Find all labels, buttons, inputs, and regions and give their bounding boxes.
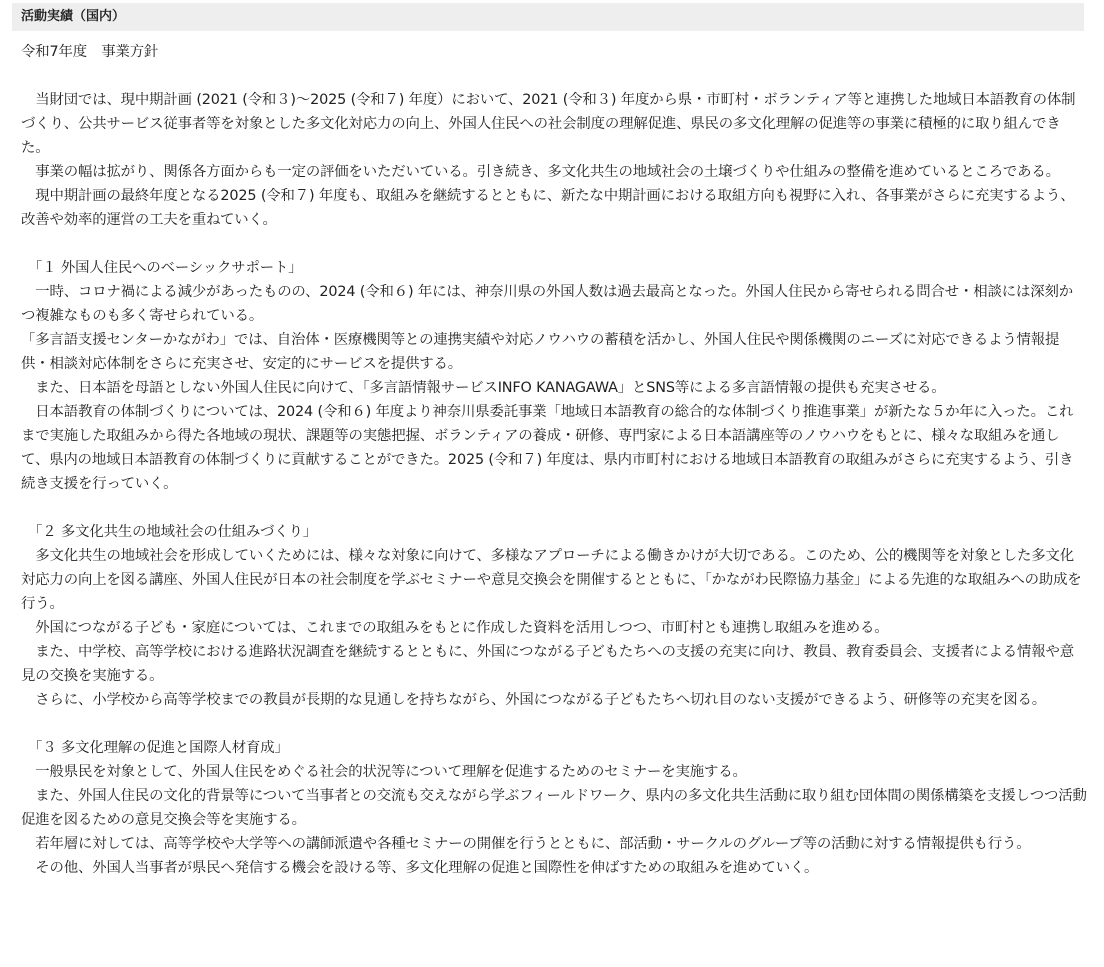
spacer <box>21 64 1087 88</box>
section-paragraph: 日本語教育の体制づくりについては、2024 (令和６) 年度より神奈川県委託事業「地域日本語教育の総合的な体制づくり推進事業」が新たな５か年に入った。これまで実施した取組みから得た各地域の現状、課題等の実態把握、ボランティアの養成・研修、専門家による日本語講座等のノウハウをもとに、様々な取組みを通して、県内の地域日本語教育の体制づくりに貢献することができた。2025 (令和７) 年度は、県内市町村における地域日本語教育の取組みがさらに充実するよう、引き続き支援を行っていく。 <box>21 404 1074 492</box>
section-paragraph: 若年層に対しては、高等学校や大学等への講師派遣や各種セミナーの開催を行うとともに、部活動・サークルのグループ等の活動に対する情報提供も行う。 <box>21 836 1031 852</box>
section-paragraph: 一般県民を対象として、外国人住民をめぐる社会的状況等について理解を促進するためのセミナーを実施する。 <box>21 764 747 780</box>
section-heading-multicultural-understanding: 「３ 多文化理解の促進と国際人材育成」 <box>28 740 289 756</box>
intro-paragraph: 当財団では、現中期計画 (2021 (令和３)〜2025 (令和７) 年度）において、2021 (令和３) 年度から県・市町村・ボランティア等と連携した地域日本語教育の体制づくり、公共サービス従事者等を対象とした多文化対応力の向上、外国人住民への社会制度の理解促進、県民の多文化理解の促進等の事業に積極的に取り組んできた。 <box>21 92 1076 156</box>
section-paragraph: 「多言語支援センターかながわ」では、自治体・医療機関等との連携実績や対応ノウハウの蓄積を活かし、外国人住民や関係機関のニーズに対応できるよう情報提供・相談対応体制をさらに充実させ、安定的にサービスを提供する。 <box>21 332 1060 372</box>
section-heading-multicultural-community: 「２ 多文化共生の地域社会の仕組みづくり」 <box>28 524 317 540</box>
document-subtitle: 令和7年度 事業方針 <box>21 44 159 60</box>
section-paragraph: 外国につながる子ども・家庭については、これまでの取組みをもとに作成した資料を活用しつつ、市町村とも連携し取組みを進める。 <box>21 620 889 636</box>
section-paragraph: さらに、小学校から高等学校までの教員が長期的な見通しを持ちながら、外国につながる子どもたちへ切れ目のない支援ができるよう、研修等の充実を図る。 <box>21 692 1047 708</box>
section-paragraph: その他、外国人当事者が県民へ発信する機会を設ける等、多文化理解の促進と国際性を伸ばすための取組みを進めていく。 <box>21 860 819 876</box>
section-heading-basic-support: 「１ 外国人住民へのベーシックサポート」 <box>28 260 303 276</box>
section-paragraph: また、中学校、高等学校における進路状況調査を継続するとともに、外国につながる子どもたちへの支援の充実に向け、教員、教育委員会、支援者による情報や意見の交換を実施する。 <box>21 644 1074 684</box>
document-body <box>21 40 1087 880</box>
spacer <box>21 712 1087 736</box>
section-paragraph: 一時、コロナ禍による減少があったものの、2024 (令和６) 年には、神奈川県の外国人数は過去最高となった。外国人住民から寄せられる問合せ・相談には深刻かつ複雑なものも多く寄せられている。 <box>21 284 1073 324</box>
intro-paragraph: 現中期計画の最終年度となる2025 (令和７) 年度も、取組みを継続するとともに、新たな中期計画における取組方向も視野に入れ、各事業がさらに充実するよう、改善や効率的運営の工夫を重ねていく。 <box>21 188 1075 228</box>
spacer <box>21 232 1087 256</box>
section-header-bar <box>12 3 1084 31</box>
intro-paragraph: 事業の幅は拡がり、関係各方面からも一定の評価をいただいている。引き続き、多文化共生の地域社会の土壌づくりや仕組みの整備を進めているところである。 <box>21 164 1060 180</box>
section-paragraph: 多文化共生の地域社会を形成していくためには、様々な対象に向けて、多様なアプローチによる働きかけが大切である。このため、公的機関等を対象とした多文化対応力の向上を図る講座、外国人住民が日本の社会制度を学ぶセミナーや意見交換会を開催するとともに、「かながわ民際協力基金」による先進的な取組みへの助成を行う。 <box>21 548 1082 612</box>
section-header-title: 活動実績（国内） <box>21 9 126 24</box>
spacer <box>21 496 1087 520</box>
section-paragraph: また、外国人住民の文化的背景等について当事者との交流も交えながら学ぶフィールドワーク、県内の多文化共生活動に取り組む団体間の関係構築を支援しつつ活動促進を図るための意見交換会等を実施する。 <box>21 788 1087 828</box>
section-paragraph: また、日本語を母語としない外国人住民に向けて、「多言語情報サービスINFO KANAGAWA」とSNS等による多言語情報の提供も充実させる。 <box>21 380 946 396</box>
